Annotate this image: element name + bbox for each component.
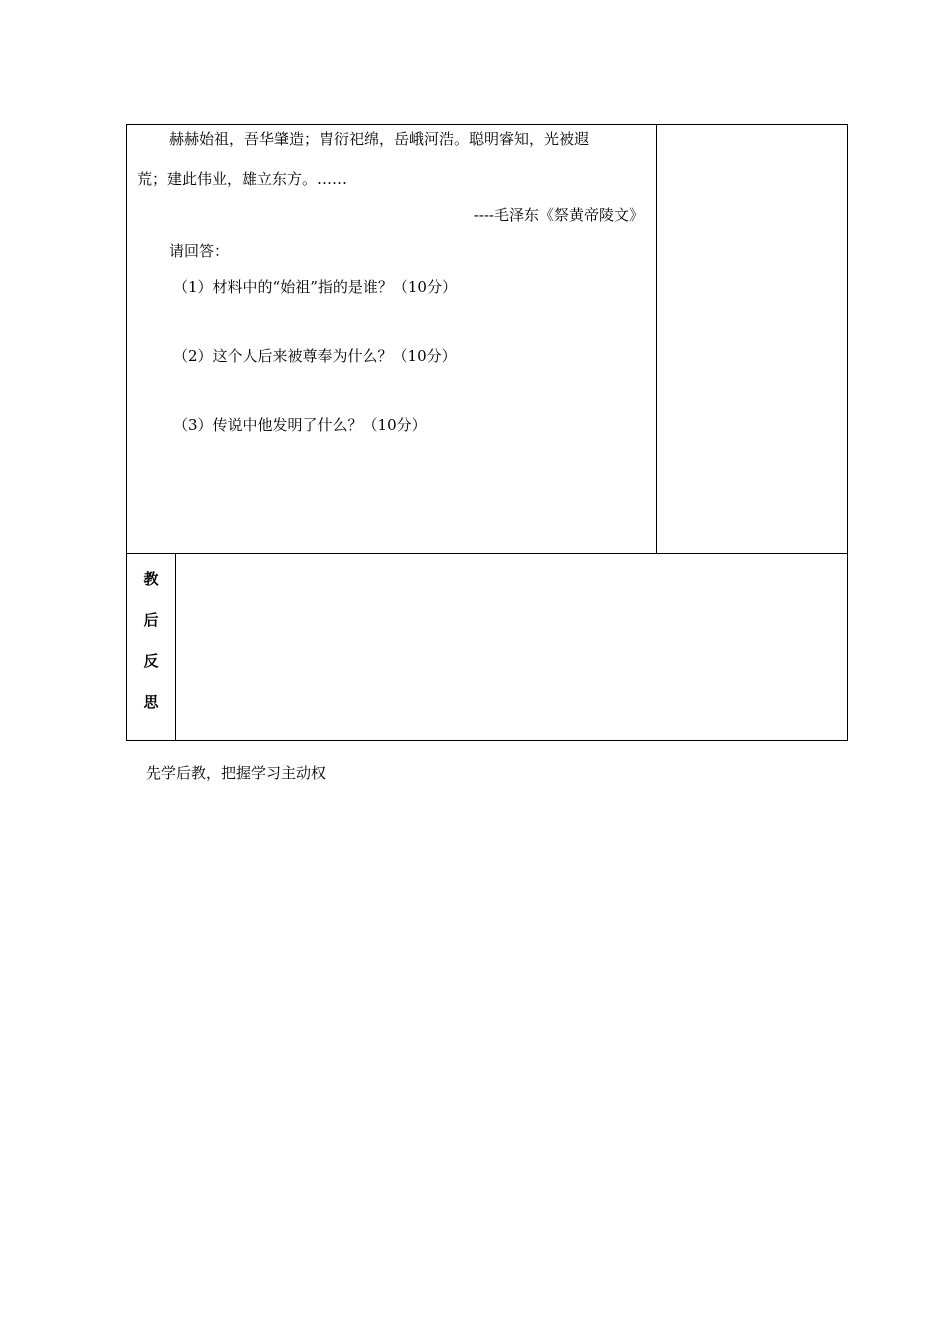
question-2: （2）这个人后来被尊奉为什么？（10分） <box>173 347 457 365</box>
passage-line-1: 赫赫始祖，吾华肇造；胄衍祀绵，岳峨河浩。聪明睿知，光被遐 <box>169 130 590 148</box>
reflection-label-char-1: 教 <box>143 570 159 588</box>
passage-attribution: ----毛泽东《祭黄帝陵文》 <box>473 206 644 224</box>
lesson-table <box>126 124 848 741</box>
reflection-label-char-2: 后 <box>143 611 159 629</box>
answer-prompt: 请回答： <box>169 242 230 260</box>
exercise-cell <box>127 125 657 553</box>
reflection-content <box>176 554 847 740</box>
notes-cell <box>657 125 847 553</box>
reflection-label-char-3: 反 <box>143 652 159 670</box>
reflection-label-char-4: 思 <box>143 693 159 711</box>
question-1: （1）材料中的“始祖”指的是谁？（10分） <box>173 278 457 296</box>
exercise-row <box>127 125 847 554</box>
reflection-row <box>127 554 847 740</box>
reflection-label <box>127 554 176 740</box>
question-3: （3）传说中他发明了什么？（10分） <box>173 416 427 434</box>
footer-slogan: 先学后教，把握学习主动权 <box>146 764 327 782</box>
passage-line-2: 荒；建此伟业，雄立东方。…… <box>137 170 348 188</box>
